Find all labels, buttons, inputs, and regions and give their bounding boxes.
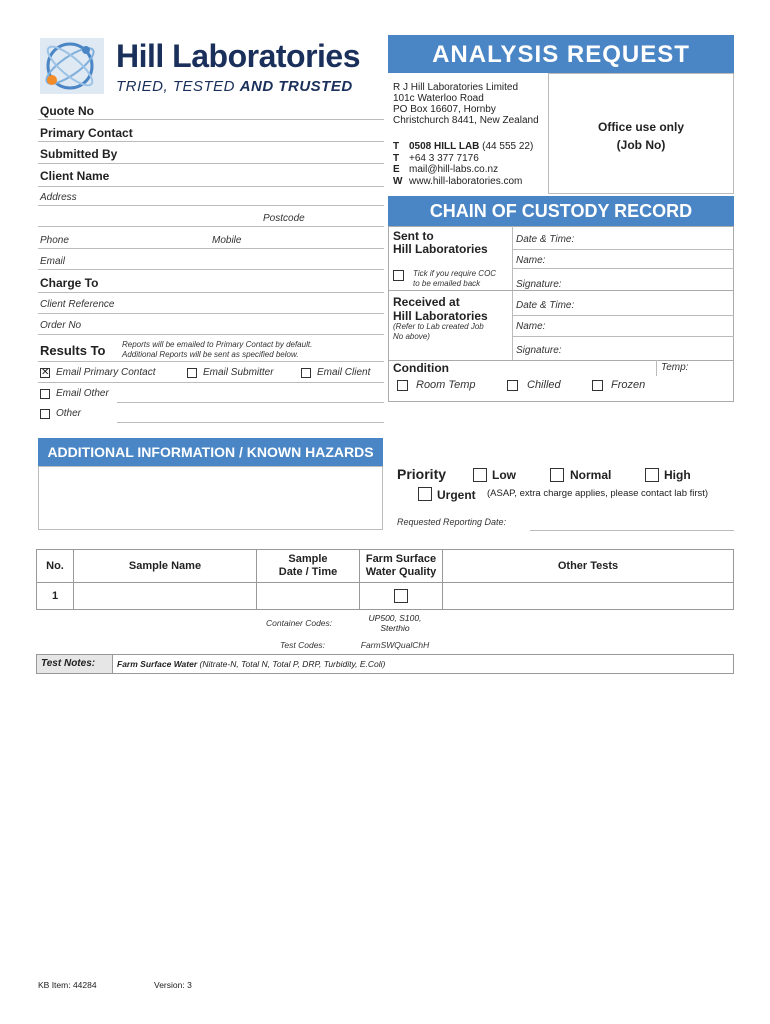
sent-to-hill-labs: Hill Laboratories	[393, 242, 488, 256]
sent-name-field[interactable]	[513, 268, 734, 269]
received-date-time-label: Date & Time:	[516, 300, 575, 311]
row-1-other-tests[interactable]	[443, 583, 734, 610]
row-1-sample-name[interactable]	[74, 583, 257, 610]
chilled-checkbox[interactable]	[507, 380, 518, 391]
logo-mark-icon	[40, 36, 104, 96]
address-field-2[interactable]	[38, 226, 384, 227]
requested-date-label: Requested Reporting Date:	[397, 517, 507, 527]
col-no-header: No.	[46, 560, 64, 572]
test-codes-label: Test Codes:	[280, 640, 326, 650]
coc-note-line: to be emailed back	[413, 279, 481, 288]
room-temp-label: Room Temp	[416, 379, 476, 391]
primary-contact-field[interactable]	[38, 141, 384, 142]
hazards-banner	[38, 438, 383, 466]
priority-normal-label: Normal	[570, 468, 612, 482]
test-notes-value	[117, 659, 385, 669]
col-sample-name	[74, 550, 257, 583]
logo-tagline	[116, 78, 353, 95]
charge-to-field[interactable]	[38, 292, 384, 293]
quote-no-label: Quote No	[40, 104, 94, 118]
charge-to-label: Charge To	[40, 276, 99, 290]
priority-urgent-label: Urgent	[437, 488, 476, 502]
other-label: Other	[56, 408, 82, 419]
urgent-note: (ASAP, extra charge applies, please contact lab first)	[487, 488, 709, 499]
priority-low-checkbox[interactable]	[473, 468, 487, 482]
row-1-number: 1	[51, 590, 59, 602]
refer-note	[393, 322, 484, 342]
container-codes-value	[352, 613, 438, 633]
col-farm-header-2: Water Quality	[365, 566, 437, 578]
coc-email-back-checkbox[interactable]	[393, 270, 404, 281]
results-divider-2	[38, 382, 384, 383]
phone-international: +64 3 377 7176	[409, 152, 479, 164]
office-use-box[interactable]	[548, 73, 734, 194]
test-notes-bold: Farm Surface Water	[117, 659, 198, 669]
col-other-tests	[443, 550, 734, 583]
condition-label: Condition	[393, 361, 449, 375]
col-no	[37, 550, 74, 583]
order-no-field[interactable]	[38, 334, 384, 335]
col-sample-name-header: Sample Name	[128, 560, 202, 572]
sample-table	[36, 549, 734, 610]
logo-brand-text: Hill Laboratories	[116, 38, 360, 74]
company-website: www.hill-laboratories.com	[409, 175, 523, 187]
email-other-checkbox[interactable]	[40, 389, 50, 399]
client-name-field[interactable]	[38, 186, 384, 187]
coc-title: CHAIN OF CUSTODY RECORD	[429, 201, 693, 221]
client-reference-field[interactable]	[38, 313, 384, 314]
row-1-farm-surface	[360, 583, 443, 610]
temp-label: Temp:	[661, 362, 689, 373]
address-line: R J Hill Laboratories Limited	[393, 82, 519, 93]
hazards-title: ADDITIONAL INFORMATION / KNOWN HAZARDS	[47, 444, 374, 460]
job-no-label: (Job No)	[616, 138, 666, 152]
results-to-label: Results To	[40, 343, 106, 358]
hazards-textarea[interactable]	[38, 466, 383, 530]
refer-note-line: (Refer to Lab created Job	[393, 322, 484, 331]
coc-email-back-note	[413, 269, 496, 289]
version: Version: 3	[154, 980, 192, 990]
company-logo	[40, 36, 385, 98]
other-checkbox[interactable]	[40, 409, 50, 419]
refer-note-line: No above)	[393, 332, 430, 341]
page-title: ANALYSIS REQUEST	[432, 41, 690, 68]
primary-contact-label: Primary Contact	[40, 126, 133, 140]
coc-banner	[388, 196, 734, 226]
received-signature-label: Signature:	[516, 345, 562, 356]
test-codes-value: FarmSWQualChH	[360, 640, 430, 650]
frozen-checkbox[interactable]	[592, 380, 603, 391]
temp-divider	[656, 360, 657, 376]
phone-label: Phone	[40, 235, 69, 246]
received-name-label: Name:	[516, 321, 546, 332]
priority-high-checkbox[interactable]	[645, 468, 659, 482]
received-date-time-field[interactable]	[513, 315, 734, 316]
company-contacts	[393, 141, 533, 187]
email-client-label: Email Client	[317, 367, 371, 378]
priority-high-label: High	[664, 468, 691, 482]
coc-note-line: Tick if you require COC	[413, 269, 497, 278]
frozen-label: Frozen	[611, 379, 646, 391]
container-codes-line: Sterthio	[380, 623, 410, 633]
sent-name-label: Name:	[516, 255, 546, 266]
email-primary-contact-checkbox[interactable]: ✕	[41, 367, 50, 378]
received-name-field[interactable]	[513, 336, 734, 337]
mobile-label: Mobile	[212, 235, 242, 246]
kb-item: KB Item: 44284	[38, 980, 97, 990]
coc-divider-h1	[388, 290, 734, 291]
priority-low-label: Low	[492, 468, 516, 482]
email-submitter-label: Email Submitter	[203, 367, 274, 378]
tagline-regular: TRIED, TESTED	[116, 78, 240, 95]
sent-date-time-field[interactable]	[513, 249, 734, 250]
container-codes-label: Container Codes:	[266, 618, 333, 628]
company-address	[393, 82, 539, 126]
chilled-label: Chilled	[527, 379, 561, 391]
test-notes-box	[36, 654, 734, 674]
results-note-line: Additional Reports will be sent as specified below.	[122, 350, 299, 359]
email-primary-contact-label: Email Primary Contact	[56, 367, 156, 378]
phone2-letter: T	[393, 152, 400, 164]
address-line: PO Box 16607, Hornby	[393, 104, 496, 115]
container-codes-line: UP500, S100,	[368, 613, 422, 623]
email-label: Email	[40, 256, 66, 267]
client-name-label: Client Name	[40, 169, 110, 183]
room-temp-checkbox[interactable]	[397, 380, 408, 391]
submitted-by-field[interactable]	[38, 163, 384, 164]
email-other-field[interactable]	[117, 402, 384, 403]
sent-signature-label: Signature:	[516, 279, 562, 290]
postcode-label: Postcode	[263, 213, 305, 224]
coc-divider-v1	[512, 226, 513, 360]
address-line: 101c Waterloo Road	[393, 93, 484, 104]
received-at-label: Received at	[393, 295, 460, 309]
client-reference-label: Client Reference	[40, 299, 115, 310]
quote-no-field[interactable]	[38, 119, 384, 120]
address-label: Address	[40, 192, 77, 203]
priority-urgent-checkbox[interactable]	[418, 487, 432, 501]
tagline-bold: AND TRUSTED	[239, 78, 353, 95]
other-field[interactable]	[117, 422, 384, 423]
order-no-label: Order No	[40, 320, 82, 331]
email-submitter-checkbox[interactable]	[187, 368, 197, 378]
email-letter: E	[393, 164, 400, 175]
phone-freephone-digits: (44 555 22)	[479, 141, 534, 152]
row-1-no	[37, 583, 74, 610]
results-note	[122, 340, 312, 360]
address-field-1[interactable]	[38, 205, 384, 206]
row-1-farm-surface-checkbox[interactable]	[394, 589, 408, 603]
received-hill-labs: Hill Laboratories	[393, 309, 488, 323]
sent-date-time-label: Date & Time:	[516, 234, 575, 245]
email-client-checkbox[interactable]	[301, 368, 311, 378]
results-divider	[38, 361, 384, 362]
email-field[interactable]	[38, 269, 384, 270]
company-email: mail@hill-labs.co.nz	[409, 164, 499, 175]
test-notes-label: Test Notes:	[41, 658, 96, 669]
col-sample-date	[257, 550, 360, 583]
col-date-header-1: Sample	[288, 553, 328, 565]
priority-normal-checkbox[interactable]	[550, 468, 564, 482]
office-use-label: Office use only	[597, 120, 685, 134]
test-notes-rest: (Nitrate-N, Total N, Total P, DRP, Turbidity, E.Coli)	[197, 659, 386, 669]
phone-field[interactable]	[38, 248, 384, 249]
col-other-tests-header: Other Tests	[557, 560, 619, 572]
priority-label: Priority	[397, 466, 447, 482]
results-note-line: Reports will be emailed to Primary Contact by default.	[122, 340, 313, 349]
row-1-date-time[interactable]	[257, 583, 360, 610]
address-line: Christchurch 8441, New Zealand	[393, 115, 539, 126]
phone-letter: T	[393, 141, 400, 152]
web-letter: W	[393, 175, 403, 187]
col-farm-surface	[360, 550, 443, 583]
col-date-header-2: Date / Time	[278, 566, 338, 578]
col-farm-header-1: Farm Surface	[365, 553, 437, 565]
submitted-by-label: Submitted By	[40, 147, 118, 161]
email-other-label: Email Other	[56, 388, 109, 399]
requested-date-field[interactable]	[530, 530, 734, 531]
phone-freephone: 0508 HILL LAB	[409, 141, 480, 152]
sent-to-label: Sent to	[393, 229, 434, 243]
analysis-request-banner	[388, 35, 734, 73]
